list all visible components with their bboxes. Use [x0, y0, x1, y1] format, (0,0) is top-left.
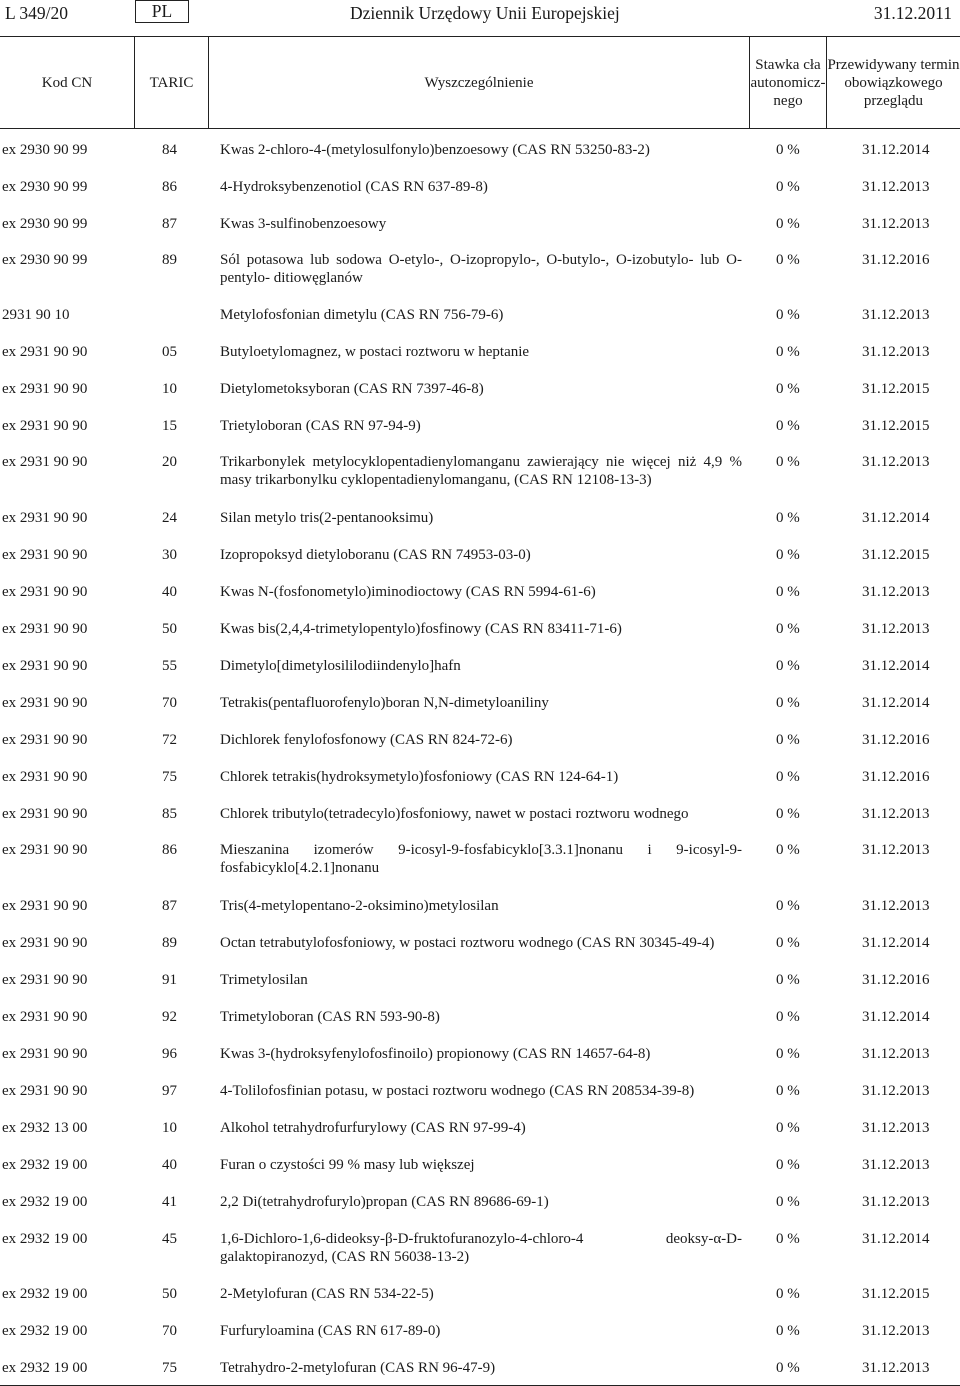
cn-code-cell: ex 2932 19 00: [2, 1286, 88, 1302]
taric-code-cell: 70: [162, 695, 177, 711]
description-cell: Dimetylo[dimetylosililodiindenylo]hafn: [220, 658, 461, 674]
review-date-cell: 31.12.2013: [862, 1120, 930, 1136]
description-cell: Furfuryloamina (CAS RN 617-89-0): [220, 1323, 441, 1339]
duty-rate-cell: 0 %: [776, 898, 800, 914]
taric-code-cell: 24: [162, 510, 177, 526]
taric-code-cell: 50: [162, 1286, 177, 1302]
taric-code-cell: 05: [162, 344, 177, 360]
duty-rate-cell: 0 %: [776, 454, 800, 470]
taric-code-cell: 40: [162, 1157, 177, 1173]
language-badge: PL: [135, 0, 189, 23]
taric-code-cell: 40: [162, 584, 177, 600]
description-cell: 2-Metylofuran (CAS RN 534-22-5): [220, 1286, 434, 1302]
cn-code-cell: ex 2931 90 90: [2, 935, 88, 951]
duty-rate-cell: 0 %: [776, 1323, 800, 1339]
description-cell: Kwas N-(fosfonometylo)iminodioctowy (CAS RN 5994-61-6): [220, 584, 596, 600]
cn-code-cell: ex 2931 90 90: [2, 621, 88, 637]
taric-code-cell: 10: [162, 1120, 177, 1136]
review-date-cell: 31.12.2013: [862, 307, 930, 323]
taric-code-cell: 75: [162, 1360, 177, 1376]
taric-code-cell: 20: [162, 454, 177, 470]
review-date-cell: 31.12.2016: [862, 732, 930, 748]
journal-title: Dziennik Urzędowy Unii Europejskiej: [350, 3, 620, 23]
cn-code-cell: ex 2931 90 90: [2, 418, 88, 434]
taric-code-cell: 86: [162, 842, 177, 858]
cn-code-cell: ex 2932 19 00: [2, 1323, 88, 1339]
cn-code-cell: ex 2931 90 90: [2, 454, 88, 470]
review-date-cell: 31.12.2013: [862, 621, 930, 637]
taric-code-cell: 89: [162, 252, 177, 268]
review-date-cell: 31.12.2013: [862, 1323, 930, 1339]
description-cell: Dietylometoksyboran (CAS RN 7397-46-8): [220, 381, 484, 397]
description-cell: Kwas 2-chloro-4-(metylosulfonylo)benzoesowy (CAS RN 53250-83-2): [220, 142, 650, 158]
duty-rate-cell: 0 %: [776, 842, 800, 858]
duty-rate-cell: 0 %: [776, 547, 800, 563]
description-cell: Chlorek tributylo(tetradecylo)fosfoniowy, nawet w postaci roztworu wodnego: [220, 806, 689, 822]
review-date-cell: 31.12.2015: [862, 418, 930, 434]
duty-rate-cell: 0 %: [776, 806, 800, 822]
description-cell: Dichlorek fenylofosfonowy (CAS RN 824-72-6): [220, 732, 513, 748]
page-reference: L 349/20: [5, 3, 69, 23]
taric-code-cell: 72: [162, 732, 177, 748]
duty-rate-cell: 0 %: [776, 621, 800, 637]
cn-code-cell: ex 2932 19 00: [2, 1157, 88, 1173]
duty-rate-cell: 0 %: [776, 972, 800, 988]
duty-rate-cell: 0 %: [776, 142, 800, 158]
taric-code-cell: 91: [162, 972, 177, 988]
description-cell: Furan o czystości 99 % masy lub większej: [220, 1157, 475, 1173]
column-header-description: Wyszczególnienie: [424, 74, 534, 91]
taric-code-cell: 30: [162, 547, 177, 563]
description-cell: Trimetyloboran (CAS RN 593-90-8): [220, 1009, 440, 1025]
description-cell: 1,6-Dichloro-1,6-dideoksy-β-D-fruktofuranozylo-4-chloro-4 deoksy-α-D-galaktopiranozyd, (CAS RN 56038-13-2): [220, 1231, 742, 1265]
review-date-cell: 31.12.2013: [862, 1360, 930, 1376]
cn-code-cell: ex 2931 90 90: [2, 344, 88, 360]
description-cell: Silan metylo tris(2-pentanooksimu): [220, 510, 434, 526]
duty-rate-cell: 0 %: [776, 1194, 800, 1210]
duty-rate-cell: 0 %: [776, 252, 800, 268]
review-date-cell: 31.12.2014: [862, 935, 930, 951]
taric-code-cell: 89: [162, 935, 177, 951]
description-cell: Tetrakis(pentafluorofenylo)boran N,N-dimetyloaniliny: [220, 695, 549, 711]
review-date-cell: 31.12.2013: [862, 806, 930, 822]
taric-code-cell: 86: [162, 179, 177, 195]
cn-code-cell: ex 2931 90 90: [2, 584, 88, 600]
review-date-cell: 31.12.2014: [862, 695, 930, 711]
duty-rate-cell: 0 %: [776, 344, 800, 360]
description-cell: Kwas 3-sulfinobenzoesowy: [220, 216, 387, 232]
taric-code-cell: 75: [162, 769, 177, 785]
review-date-cell: 31.12.2013: [862, 1157, 930, 1173]
description-cell: Chlorek tetrakis(hydroksymetylo)fosfoniowy (CAS RN 124-64-1): [220, 769, 619, 785]
cn-code-cell: ex 2932 13 00: [2, 1120, 88, 1136]
description-cell: Mieszanina izomerów 9-icosyl-9-fosfabicyklo[3.3.1]nonanu i 9-icosyl-9-fosfabicyklo[4.2.1]nonanu: [220, 842, 742, 876]
publication-date: 31.12.2011: [873, 3, 952, 23]
review-date-cell: 31.12.2016: [862, 972, 930, 988]
description-cell: Trikarbonylek metylocyklopentadienylomanganu zawierający nie więcej niż 4,9 % masy trikarbonylku cyklopentadienylomanganu, (CAS RN 12108-13-3): [220, 454, 742, 488]
cn-code-cell: ex 2931 90 90: [2, 547, 88, 563]
taric-code-cell: 85: [162, 806, 177, 822]
description-cell: Kwas bis(2,4,4-trimetylopentylo)fosfinowy (CAS RN 83411-71-6): [220, 621, 622, 637]
table-header-rule: [0, 128, 960, 129]
taric-code-cell: 96: [162, 1046, 177, 1062]
review-date-cell: 31.12.2014: [862, 1231, 930, 1247]
review-date-cell: 31.12.2015: [862, 547, 930, 563]
column-header-cn: Kod CN: [41, 74, 93, 91]
review-date-cell: 31.12.2013: [862, 1194, 930, 1210]
description-cell: Kwas 3-(hydroksyfenylofosfinoilo) propionowy (CAS RN 14657-64-8): [220, 1046, 651, 1062]
duty-rate-cell: 0 %: [776, 658, 800, 674]
cn-code-cell: ex 2931 90 90: [2, 381, 88, 397]
duty-rate-cell: 0 %: [776, 418, 800, 434]
duty-rate-cell: 0 %: [776, 216, 800, 232]
duty-rate-cell: 0 %: [776, 1286, 800, 1302]
taric-code-cell: 87: [162, 898, 177, 914]
description-cell: 2,2 Di(tetrahydrofurylo)propan (CAS RN 89686-69-1): [220, 1194, 549, 1210]
cn-code-cell: ex 2931 90 90: [2, 769, 88, 785]
taric-code-cell: 41: [162, 1194, 177, 1210]
duty-rate-cell: 0 %: [776, 695, 800, 711]
duty-rate-cell: 0 %: [776, 1046, 800, 1062]
column-header-duty-rate: Stawka cła autonomicz- nego: [750, 56, 826, 109]
review-date-cell: 31.12.2014: [862, 1009, 930, 1025]
description-cell: Butyloetylomagnez, w postaci roztworu w heptanie: [220, 344, 530, 360]
column-header-taric: TARIC: [149, 74, 194, 91]
duty-rate-cell: 0 %: [776, 510, 800, 526]
review-date-cell: 31.12.2014: [862, 142, 930, 158]
review-date-cell: 31.12.2013: [862, 454, 930, 470]
cn-code-cell: ex 2931 90 90: [2, 806, 88, 822]
duty-rate-cell: 0 %: [776, 1157, 800, 1173]
duty-rate-cell: 0 %: [776, 1083, 800, 1099]
description-cell: Sól potasowa lub sodowa O-etylo-, O-izopropylo-, O-butylo-, O-izobutylo- lub O-pentylo- ditiowęglanów: [220, 252, 742, 286]
cn-code-cell: ex 2932 19 00: [2, 1360, 88, 1376]
duty-rate-cell: 0 %: [776, 584, 800, 600]
duty-rate-cell: 0 %: [776, 179, 800, 195]
description-cell: Izopropoksyd dietyloboranu (CAS RN 74953-03-0): [220, 547, 531, 563]
taric-code-cell: 15: [162, 418, 177, 434]
taric-code-cell: 92: [162, 1009, 177, 1025]
column-header-review-date: Przewidywany termin obowiązkowego przeglądu: [827, 56, 960, 109]
taric-code-cell: 55: [162, 658, 177, 674]
cn-code-cell: ex 2931 90 90: [2, 658, 88, 674]
cn-code-cell: ex 2930 90 99: [2, 252, 88, 268]
review-date-cell: 31.12.2013: [862, 584, 930, 600]
review-date-cell: 31.12.2013: [862, 344, 930, 360]
review-date-cell: 31.12.2013: [862, 842, 930, 858]
page-header: [0, 0, 960, 30]
description-cell: Octan tetrabutylofosfoniowy, w postaci roztworu wodnego (CAS RN 30345-49-4): [220, 935, 715, 951]
review-date-cell: 31.12.2015: [862, 1286, 930, 1302]
description-cell: 4-Hydroksybenzenotiol (CAS RN 637-89-8): [220, 179, 488, 195]
review-date-cell: 31.12.2016: [862, 769, 930, 785]
taric-code-cell: 70: [162, 1323, 177, 1339]
duty-rate-cell: 0 %: [776, 1231, 800, 1247]
description-cell: Trimetylosilan: [220, 972, 308, 988]
cn-code-cell: ex 2931 90 90: [2, 898, 88, 914]
taric-code-cell: 97: [162, 1083, 177, 1099]
review-date-cell: 31.12.2016: [862, 252, 930, 268]
review-date-cell: 31.12.2013: [862, 1083, 930, 1099]
table-header: [0, 37, 960, 128]
taric-code-cell: 45: [162, 1231, 177, 1247]
cn-code-cell: ex 2930 90 99: [2, 179, 88, 195]
review-date-cell: 31.12.2015: [862, 381, 930, 397]
duty-rate-cell: 0 %: [776, 307, 800, 323]
cn-code-cell: ex 2931 90 90: [2, 732, 88, 748]
taric-code-cell: 10: [162, 381, 177, 397]
cn-code-cell: ex 2931 90 90: [2, 1046, 88, 1062]
cn-code-cell: ex 2931 90 90: [2, 695, 88, 711]
duty-rate-cell: 0 %: [776, 935, 800, 951]
description-cell: Tetrahydro-2-metylofuran (CAS RN 96-47-9): [220, 1360, 496, 1376]
duty-rate-cell: 0 %: [776, 732, 800, 748]
description-cell: Tris(4-metylopentano-2-oksimino)metylosilan: [220, 898, 499, 914]
cn-code-cell: ex 2931 90 90: [2, 972, 88, 988]
duty-rate-cell: 0 %: [776, 1120, 800, 1136]
cn-code-cell: ex 2932 19 00: [2, 1231, 88, 1247]
duty-rate-cell: 0 %: [776, 1009, 800, 1025]
duty-rate-cell: 0 %: [776, 381, 800, 397]
taric-code-cell: 84: [162, 142, 177, 158]
description-cell: 4-Tolilofosfinian potasu, w postaci roztworu wodnego (CAS RN 208534-39-8): [220, 1083, 695, 1099]
cn-code-cell: 2931 90 10: [2, 307, 70, 323]
cn-code-cell: ex 2931 90 90: [2, 510, 88, 526]
cn-code-cell: ex 2931 90 90: [2, 1083, 88, 1099]
review-date-cell: 31.12.2014: [862, 658, 930, 674]
review-date-cell: 31.12.2013: [862, 898, 930, 914]
review-date-cell: 31.12.2013: [862, 216, 930, 232]
duty-rate-cell: 0 %: [776, 769, 800, 785]
cn-code-cell: ex 2931 90 90: [2, 1009, 88, 1025]
cn-code-cell: ex 2930 90 99: [2, 216, 88, 232]
cn-code-cell: ex 2932 19 00: [2, 1194, 88, 1210]
review-date-cell: 31.12.2014: [862, 510, 930, 526]
description-cell: Alkohol tetrahydrofurfurylowy (CAS RN 97-99-4): [220, 1120, 526, 1136]
review-date-cell: 31.12.2013: [862, 179, 930, 195]
cn-code-cell: ex 2930 90 99: [2, 142, 88, 158]
cn-code-cell: ex 2931 90 90: [2, 842, 88, 858]
review-date-cell: 31.12.2013: [862, 1046, 930, 1062]
description-cell: Metylofosfonian dimetylu (CAS RN 756-79-6): [220, 307, 504, 323]
taric-code-cell: 87: [162, 216, 177, 232]
taric-code-cell: 50: [162, 621, 177, 637]
duty-rate-cell: 0 %: [776, 1360, 800, 1376]
description-cell: Trietyloboran (CAS RN 97-94-9): [220, 418, 421, 434]
